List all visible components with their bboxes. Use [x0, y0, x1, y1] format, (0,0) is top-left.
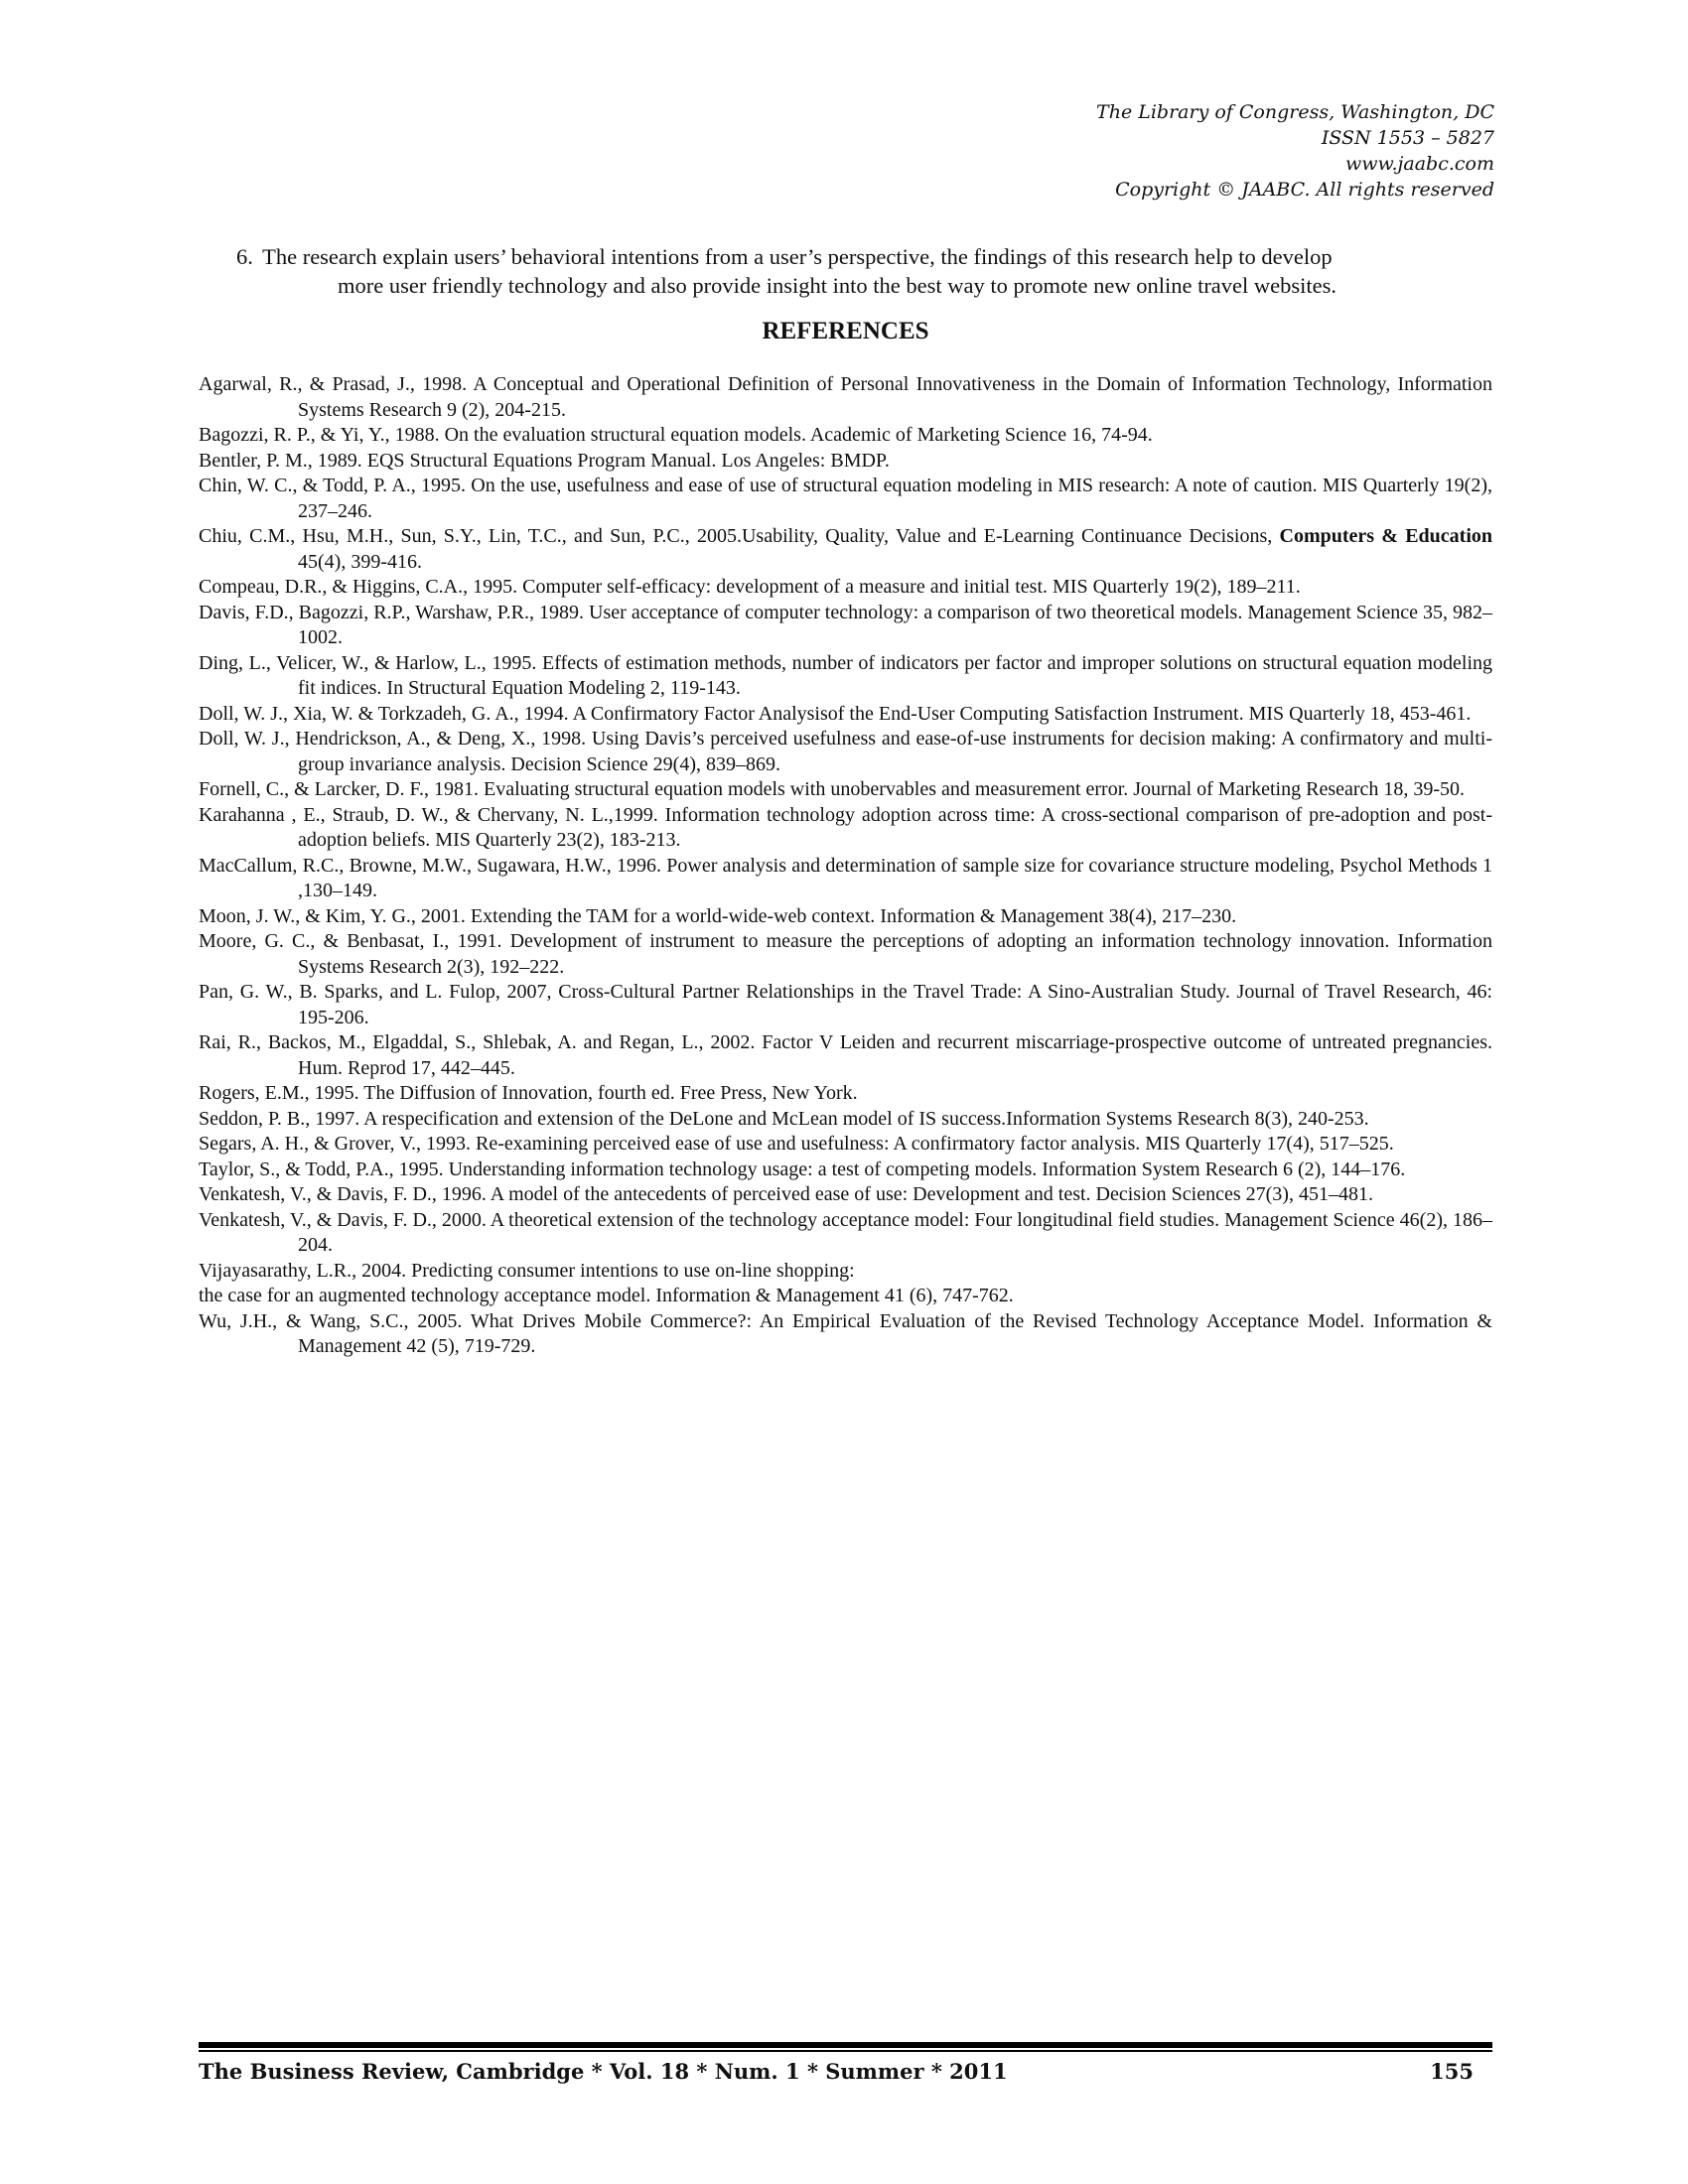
reference-item: Bagozzi, R. P., & Yi, Y., 1988. On the evaluation structural equation models. Academic of Marketing Science 16, 74-94.: [199, 424, 1153, 446]
conclusion-point-6: [236, 242, 1492, 300]
reference-item: Moon, J. W., & Kim, Y. G., 2001. Extending the TAM for a world-wide-web context. Information & Management 38(4), 217–230.: [199, 904, 1237, 927]
reference-item: Seddon, P. B., 1997. A respecification and extension of the DeLone and McLean model of IS success.Information Systems Research 8(3), 240-253.: [199, 1107, 1369, 1130]
references-list: [199, 372, 1492, 1360]
page-number: 155: [1430, 2059, 1474, 2084]
reference-item: MacCallum, R.C., Browne, M.W., Sugawara, H.W., 1996. Power analysis and determination of sample size for covariance structure modeling, Psychol Methods 1 ,130–149.: [199, 854, 1492, 901]
reference-item: Ding, L., Velicer, W., & Harlow, L., 1995. Effects of estimation methods, number of indicators per factor and improper solutions on structural equation modeling fit indices. In Structural Equation Modeling 2, 119-143.: [199, 651, 1492, 699]
reference-chiu-journal: Computers & Education: [1279, 525, 1492, 547]
reference-item: Taylor, S., & Todd, P.A., 1995. Understanding information technology usage: a test of competing models. Information System Research 6 (2), 144–176.: [199, 1158, 1406, 1180]
header-issn: ISSN 1553 – 5827: [1321, 127, 1494, 149]
reference-item: Doll, W. J., Xia, W. & Torkzadeh, G. A., 1994. A Confirmatory Factor Analysisof the End-User Computing Satisfaction Instrument. MIS Quarterly 18, 453-461.: [199, 702, 1472, 725]
reference-item: Davis, F.D., Bagozzi, R.P., Warshaw, P.R., 1989. User acceptance of computer technology: a comparison of two theoretical models. Management Science 35, 982–1002.: [199, 601, 1492, 648]
reference-item: Segars, A. H., & Grover, V., 1993. Re-examining perceived ease of use and usefulness: A confirmatory factor analysis. MIS Quarterly 17(4), 517–525.: [199, 1133, 1394, 1155]
reference-item: Wu, J.H., & Wang, S.C., 2005. What Drives Mobile Commerce?: An Empirical Evaluation of the Revised Technology Acceptance Model. Information & Management 42 (5), 719-729.: [199, 1309, 1492, 1357]
reference-item: Agarwal, R., & Prasad, J., 1998. A Conceptual and Operational Definition of Personal Innovativeness in the Domain of Information Technology, Information Systems Research 9 (2), 204-215.: [199, 373, 1492, 421]
reference-item: Rogers, E.M., 1995. The Diffusion of Innovation, fourth ed. Free Press, New York.: [199, 1082, 858, 1104]
reference-chiu-tail: 45(4), 399-416.: [298, 550, 422, 573]
header-website: www.jaabc.com: [1344, 153, 1494, 175]
header-copyright: Copyright © JAABC. All rights reserved: [1115, 179, 1494, 201]
reference-item: Rai, R., Backos, M., Elgaddal, S., Shlebak, A. and Regan, L., 2002. Factor V Leiden and recurrent miscarriage-prospective outcome of untreated pregnancies. Hum. Reprod 17, 442–445.: [199, 1031, 1492, 1079]
reference-item: Bentler, P. M., 1989. EQS Structural Equations Program Manual. Los Angeles: BMDP.: [199, 449, 890, 472]
journal-header: [1096, 99, 1494, 203]
reference-item: Venkatesh, V., & Davis, F. D., 1996. A model of the antecedents of perceived ease of use: Development and test. Decision Sciences 27(3), 451–481.: [199, 1183, 1373, 1205]
footer-divider-thin: [199, 2050, 1492, 2052]
footer-divider: [199, 2042, 1492, 2048]
reference-item: Venkatesh, V., & Davis, F. D., 2000. A theoretical extension of the technology acceptance model: Four longitudinal field studies. Management Science 46(2), 186–204.: [199, 1208, 1492, 1256]
reference-item: Vijayasarathy, L.R., 2004. Predicting consumer intentions to use on-line shopping:: [199, 1259, 855, 1282]
reference-item: Pan, G. W., B. Sparks, and L. Fulop, 2007, Cross-Cultural Partner Relationships in the Travel Trade: A Sino-Australian Study. Journal of Travel Research, 46: 195-206.: [199, 981, 1492, 1028]
reference-item: the case for an augmented technology acceptance model. Information & Management 41 (6), 747-762.: [199, 1285, 1014, 1306]
reference-item: Chin, W. C., & Todd, P. A., 1995. On the use, usefulness and ease of use of structural equation modeling in MIS research: A note of caution. MIS Quarterly 19(2), 237–246.: [199, 475, 1492, 522]
reference-item: Compeau, D.R., & Higgins, C.A., 1995. Computer self-efficacy: development of a measure and initial test. MIS Quarterly 19(2), 189–211.: [199, 576, 1301, 598]
point-text-line1: The research explain users’ behavioral intentions from a user’s perspective, the findings of this research help to develop: [262, 244, 1333, 269]
reference-item: Karahanna , E., Straub, D. W., & Chervany, N. L.,1999. Information technology adoption across time: A cross-sectional comparison of pre-adoption and post-adoption beliefs. MIS Quarterly 23(2), 183-213.: [199, 803, 1492, 851]
reference-item: Fornell, C., & Larcker, D. F., 1981. Evaluating structural equation models with unobervables and measurement error. Journal of Marketing Research 18, 39-50.: [199, 778, 1466, 800]
footer-journal-info: The Business Review, Cambridge * Vol. 18 * Num. 1 * Summer * 2011: [199, 2059, 1008, 2084]
reference-chiu-text: Chiu, C.M., Hsu, M.H., Sun, S.Y., Lin, T.C., and Sun, P.C., 2005.Usability, Quality, Value and E-Learning Continuance Decisions,: [199, 525, 1280, 547]
reference-item: Moore, G. C., & Benbasat, I., 1991. Development of instrument to measure the perceptions of adopting an information technology innovation. Information Systems Research 2(3), 192–222.: [199, 930, 1492, 978]
point-text-line2: more user friendly technology and also provide insight into the best way to promote new online travel websites.: [338, 273, 1337, 298]
header-library: The Library of Congress, Washington, DC: [1096, 101, 1494, 123]
reference-item: Doll, W. J., Hendrickson, A., & Deng, X., 1998. Using Davis’s perceived usefulness and ease-of-use instruments for decision making: A confirmatory and multi-group invariance analysis. Decision Science 29(4), 839–869.: [199, 728, 1492, 775]
reference-item-chiu: [199, 524, 1492, 575]
references-heading: REFERENCES: [762, 318, 929, 344]
point-number: 6.: [236, 244, 253, 269]
